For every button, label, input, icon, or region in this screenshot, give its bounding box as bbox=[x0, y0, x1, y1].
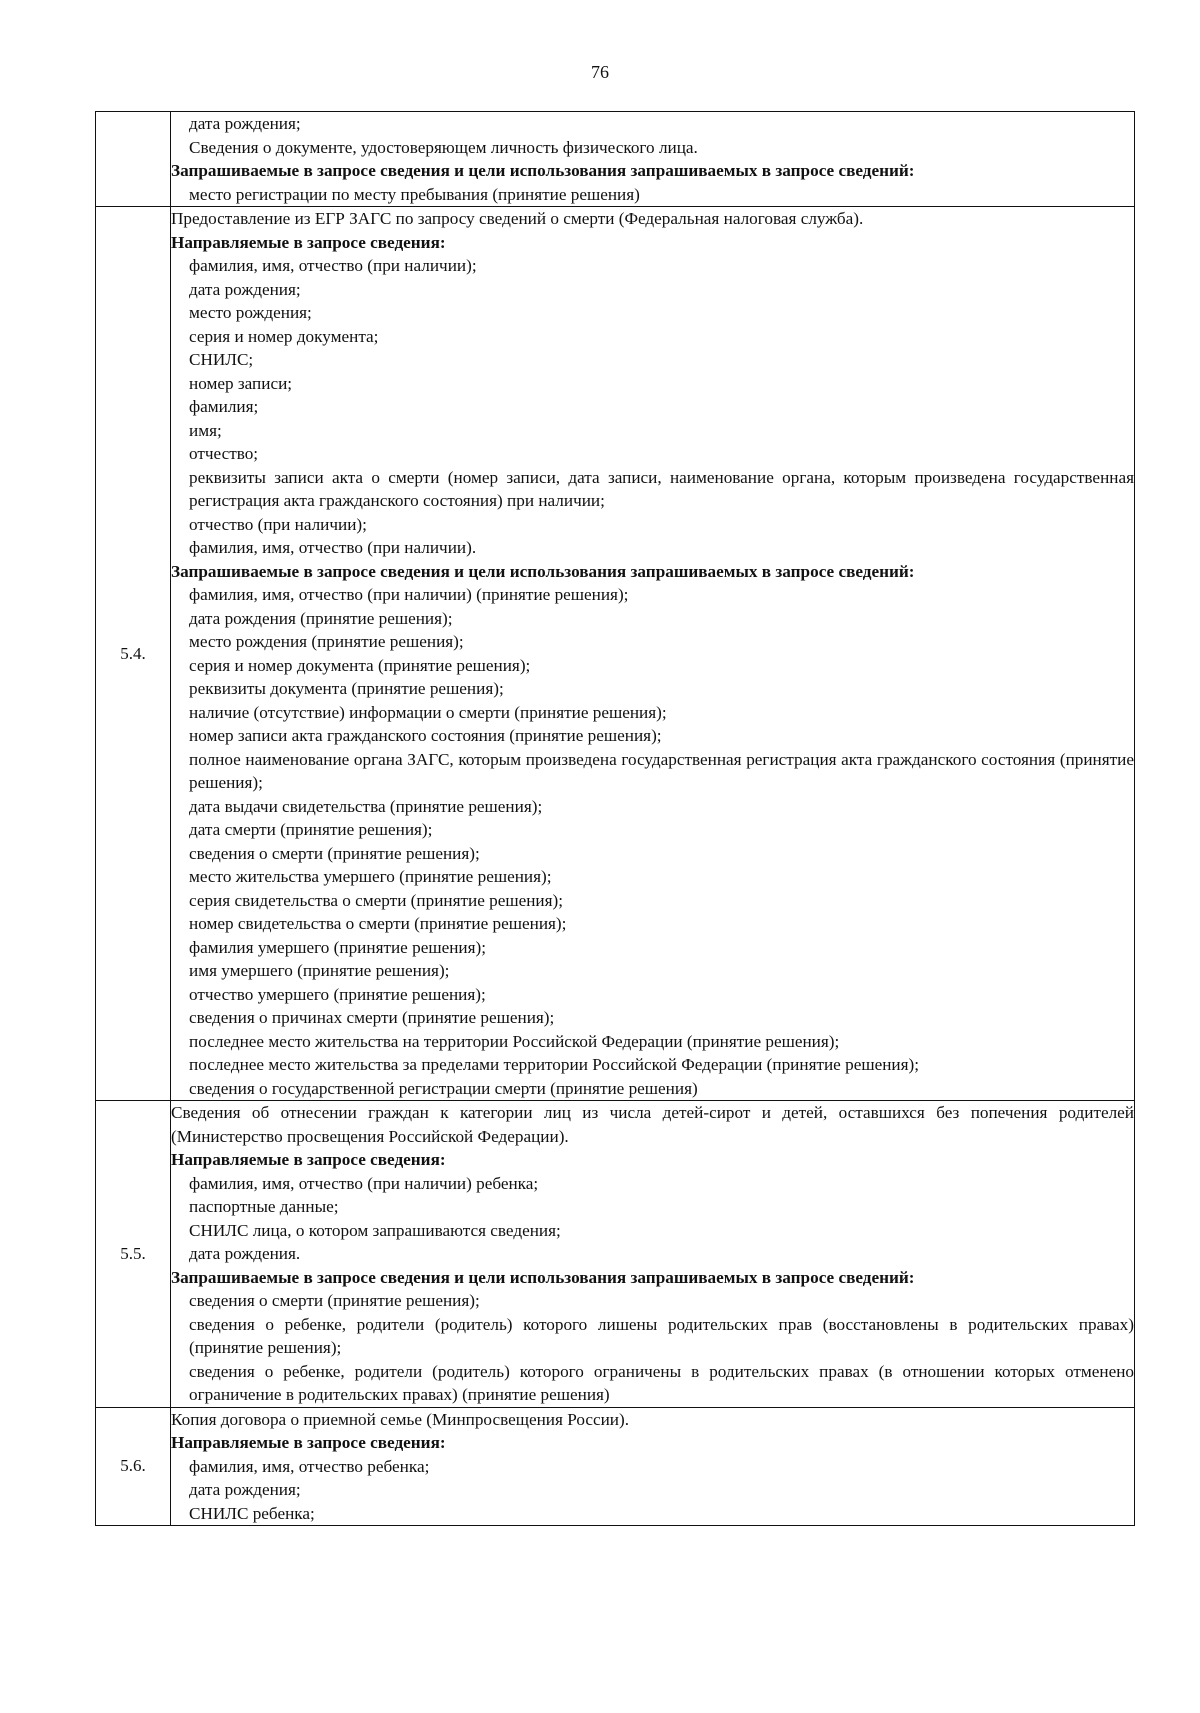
text-line: сведения о смерти (принятие решения); bbox=[189, 843, 480, 863]
text-line: сведения о причинах смерти (принятие решения); bbox=[189, 1008, 555, 1027]
text-line: серия и номер документа; bbox=[189, 326, 379, 346]
table-row bbox=[96, 1407, 1135, 1526]
page-number: 76 bbox=[591, 62, 609, 82]
services-table bbox=[95, 111, 1135, 1526]
row-content bbox=[171, 1407, 1135, 1526]
text-line: имя; bbox=[189, 420, 222, 440]
table-row bbox=[96, 1101, 1135, 1408]
section-heading: Направляемые в запросе сведения: bbox=[171, 232, 446, 252]
section-heading: Направляемые в запросе сведения: bbox=[171, 1433, 446, 1452]
text-line: фамилия, имя, отчество ребенка; bbox=[189, 1456, 430, 1476]
section-heading: Запрашиваемые в запросе сведения и цели использования запрашиваемых в запросе сведений: bbox=[171, 161, 915, 180]
text-line: Предоставление из ЕГР ЗАГС по запросу сведений о смерти (Федеральная налоговая служба). bbox=[171, 209, 864, 228]
section-heading: Направляемые в запросе сведения: bbox=[171, 1150, 446, 1169]
text-line: дата рождения (принятие решения); bbox=[189, 608, 453, 628]
text-line: отчество (при наличии); bbox=[189, 514, 367, 534]
text-line: имя умершего (принятие решения); bbox=[189, 961, 450, 980]
text-line: фамилия, имя, отчество (при наличии) (принятие решения); bbox=[189, 585, 629, 604]
text-line: сведения о государственной регистрации смерти (принятие решения) bbox=[189, 1078, 698, 1098]
text-line: Сведения о документе, удостоверяющем личность физического лица. bbox=[189, 137, 698, 157]
text-line: серия свидетельства о смерти (принятие решения); bbox=[189, 890, 564, 910]
text-line: отчество; bbox=[189, 444, 259, 463]
text-line: отчество умершего (принятие решения); bbox=[189, 984, 486, 1004]
text-line: дата рождения. bbox=[189, 1244, 301, 1263]
text-line: сведения о ребенке, родители (родитель) которого ограничены в родительских правах (в отношении которых отменено ограничение в родительских правах) (принятие решения) bbox=[189, 1361, 1134, 1404]
text-line: номер записи; bbox=[189, 373, 293, 393]
row-number bbox=[96, 112, 171, 207]
text-line: серия и номер документа (принятие решения); bbox=[189, 655, 531, 675]
text-line: последнее место жительства на территории Российской Федерации (принятие решения); bbox=[189, 1031, 840, 1051]
text-line: Сведения об отнесении граждан к категории лиц из числа детей-сирот и детей, оставшихся без попечения родителей (Министерство просвещения Российской Федерации). bbox=[171, 1103, 1134, 1146]
text-line: последнее место жительства за пределами территории Российской Федерации (принятие решения); bbox=[189, 1055, 919, 1074]
table-row bbox=[96, 112, 1135, 207]
table-body bbox=[96, 112, 1135, 1526]
text-line: номер свидетельства о смерти (принятие решения); bbox=[189, 914, 567, 933]
text-line: место рождения; bbox=[189, 303, 312, 322]
text-line: сведения о ребенке, родители (родитель) которого лишены родительских прав (восстановлены в родительских правах) (принятие решения); bbox=[189, 1314, 1134, 1357]
text-line: СНИЛС; bbox=[189, 350, 254, 369]
text-line: паспортные данные; bbox=[189, 1197, 339, 1216]
row-number: 5.4. bbox=[96, 207, 171, 1101]
text-line: место регистрации по месту пребывания (принятие решения) bbox=[189, 184, 640, 204]
text-line: фамилия, имя, отчество (при наличии). bbox=[189, 538, 477, 557]
text-line: фамилия, имя, отчество (при наличии); bbox=[189, 256, 477, 275]
row-number: 5.5. bbox=[96, 1101, 171, 1408]
row-content bbox=[171, 112, 1135, 207]
text-line: Копия договора о приемной семье (Минпросвещения России). bbox=[171, 1409, 630, 1429]
text-line: фамилия, имя, отчество (при наличии) ребенка; bbox=[189, 1173, 539, 1193]
text-line: место жительства умершего (принятие решения); bbox=[189, 867, 552, 886]
text-line: наличие (отсутствие) информации о смерти (принятие решения); bbox=[189, 702, 667, 722]
row-content bbox=[171, 207, 1135, 1101]
row-content bbox=[171, 1101, 1135, 1408]
text-line: дата рождения; bbox=[189, 114, 301, 133]
text-line: дата рождения; bbox=[189, 279, 301, 299]
text-line: дата выдачи свидетельства (принятие решения); bbox=[189, 796, 543, 816]
text-line: сведения о смерти (принятие решения); bbox=[189, 1291, 480, 1310]
text-line: дата смерти (принятие решения); bbox=[189, 820, 433, 839]
row-number: 5.6. bbox=[96, 1407, 171, 1526]
text-line: полное наименование органа ЗАГС, которым произведена государственная регистрация акта гражданского состояния (принятие решения); bbox=[189, 749, 1134, 792]
text-line: место рождения (принятие решения); bbox=[189, 632, 464, 651]
text-line: реквизиты записи акта о смерти (номер записи, дата записи, наименование органа, которым произведена государственная регистрация акта гражданского состояния) при наличии; bbox=[189, 467, 1134, 510]
text-line: номер записи акта гражданского состояния (принятие решения); bbox=[189, 726, 662, 745]
section-heading: Запрашиваемые в запросе сведения и цели использования запрашиваемых в запросе сведений: bbox=[171, 1267, 915, 1287]
text-line: фамилия умершего (принятие решения); bbox=[189, 937, 486, 957]
text-line: дата рождения; bbox=[189, 1480, 301, 1499]
section-heading: Запрашиваемые в запросе сведения и цели использования запрашиваемых в запросе сведений: bbox=[171, 561, 915, 581]
text-line: фамилия; bbox=[189, 397, 259, 416]
text-line: реквизиты документа (принятие решения); bbox=[189, 679, 504, 698]
text-line: СНИЛС лица, о котором запрашиваются сведения; bbox=[189, 1220, 561, 1240]
text-line: СНИЛС ребенка; bbox=[189, 1503, 315, 1523]
table-row bbox=[96, 207, 1135, 1101]
